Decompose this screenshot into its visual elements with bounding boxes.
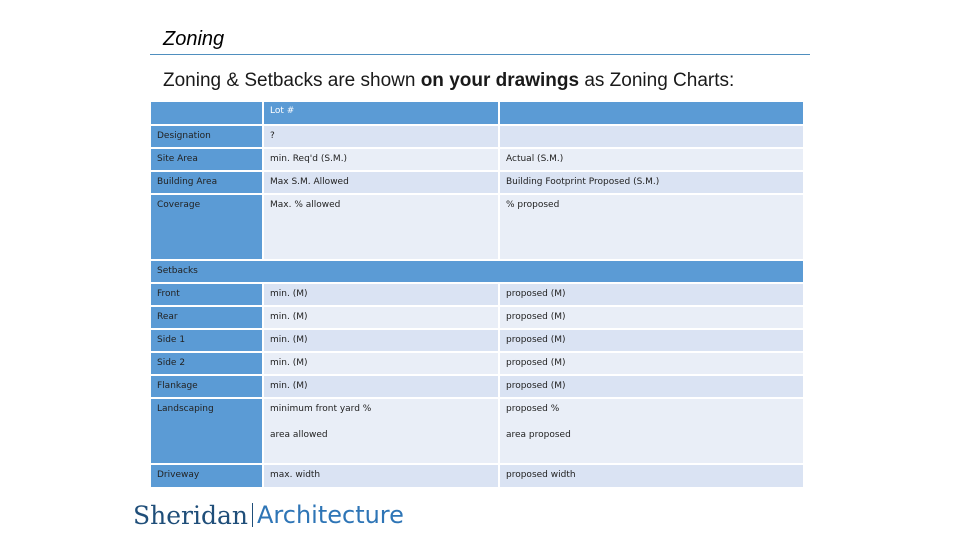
- table-cell: Actual (S.M.): [500, 149, 803, 170]
- row-label: Flankage: [151, 376, 262, 397]
- table-cell: Max. % allowed: [264, 195, 498, 259]
- row-label: Side 1: [151, 330, 262, 351]
- table-row: [151, 284, 803, 305]
- logo-architecture: Architecture: [256, 501, 404, 529]
- landscaping-area-allowed: area allowed: [270, 430, 328, 440]
- table-cell: proposed (M): [500, 353, 803, 374]
- landscaping-area-proposed: area proposed: [506, 430, 571, 440]
- sheridan-architecture-logo: [133, 500, 404, 530]
- table-row: [151, 353, 803, 374]
- row-label: Front: [151, 284, 262, 305]
- table-cell: min. (M): [264, 284, 498, 305]
- table-row: [151, 172, 803, 193]
- subtitle-before: Zoning & Setbacks are shown: [163, 70, 421, 91]
- zoning-chart-table: [151, 102, 803, 489]
- table-header-row: [151, 102, 803, 124]
- table-row: [151, 376, 803, 397]
- table-row: [151, 330, 803, 351]
- table-cell: ?: [264, 126, 498, 147]
- section-row-setbacks: [151, 261, 803, 282]
- table-cell: proposed width: [500, 465, 803, 487]
- table-row: [151, 465, 803, 487]
- table-cell: [500, 399, 803, 463]
- row-label: Landscaping: [151, 399, 262, 463]
- header-cell-lot: Lot #: [264, 102, 498, 124]
- row-label: Building Area: [151, 172, 262, 193]
- row-label: Driveway: [151, 465, 262, 487]
- logo-divider: [252, 503, 253, 527]
- logo-sheridan: Sheridan: [133, 500, 248, 530]
- table-cell: min. (M): [264, 307, 498, 328]
- table-cell: max. width: [264, 465, 498, 487]
- table-cell: proposed (M): [500, 330, 803, 351]
- table-cell: proposed (M): [500, 284, 803, 305]
- table-cell: [500, 126, 803, 147]
- landscaping-min-front-yard: minimum front yard %: [270, 404, 372, 414]
- table-row: [151, 195, 803, 259]
- table-cell: min. (M): [264, 353, 498, 374]
- table-row: [151, 307, 803, 328]
- title-underline: [150, 54, 810, 55]
- table-cell: proposed (M): [500, 307, 803, 328]
- table-cell: % proposed: [500, 195, 803, 259]
- slide-subtitle: [163, 70, 734, 92]
- table-cell: Building Footprint Proposed (S.M.): [500, 172, 803, 193]
- table-cell: [264, 399, 498, 463]
- slide-title: Zoning: [163, 28, 225, 50]
- subtitle-after: as Zoning Charts:: [579, 70, 735, 91]
- table-cell: proposed (M): [500, 376, 803, 397]
- row-label: Side 2: [151, 353, 262, 374]
- header-cell: [500, 102, 803, 124]
- table-cell: min. (M): [264, 376, 498, 397]
- table-cell: min. Req'd (S.M.): [264, 149, 498, 170]
- table-cell: min. (M): [264, 330, 498, 351]
- table-row: [151, 149, 803, 170]
- landscaping-proposed-percent: proposed %: [506, 404, 560, 414]
- row-label: Site Area: [151, 149, 262, 170]
- table-row: [151, 126, 803, 147]
- header-cell: [151, 102, 262, 124]
- row-label: Rear: [151, 307, 262, 328]
- section-label: Setbacks: [151, 261, 803, 282]
- row-label: Coverage: [151, 195, 262, 259]
- table-cell: Max S.M. Allowed: [264, 172, 498, 193]
- table-row-landscaping: [151, 399, 803, 463]
- row-label: Designation: [151, 126, 262, 147]
- subtitle-bold: on your drawings: [420, 70, 580, 91]
